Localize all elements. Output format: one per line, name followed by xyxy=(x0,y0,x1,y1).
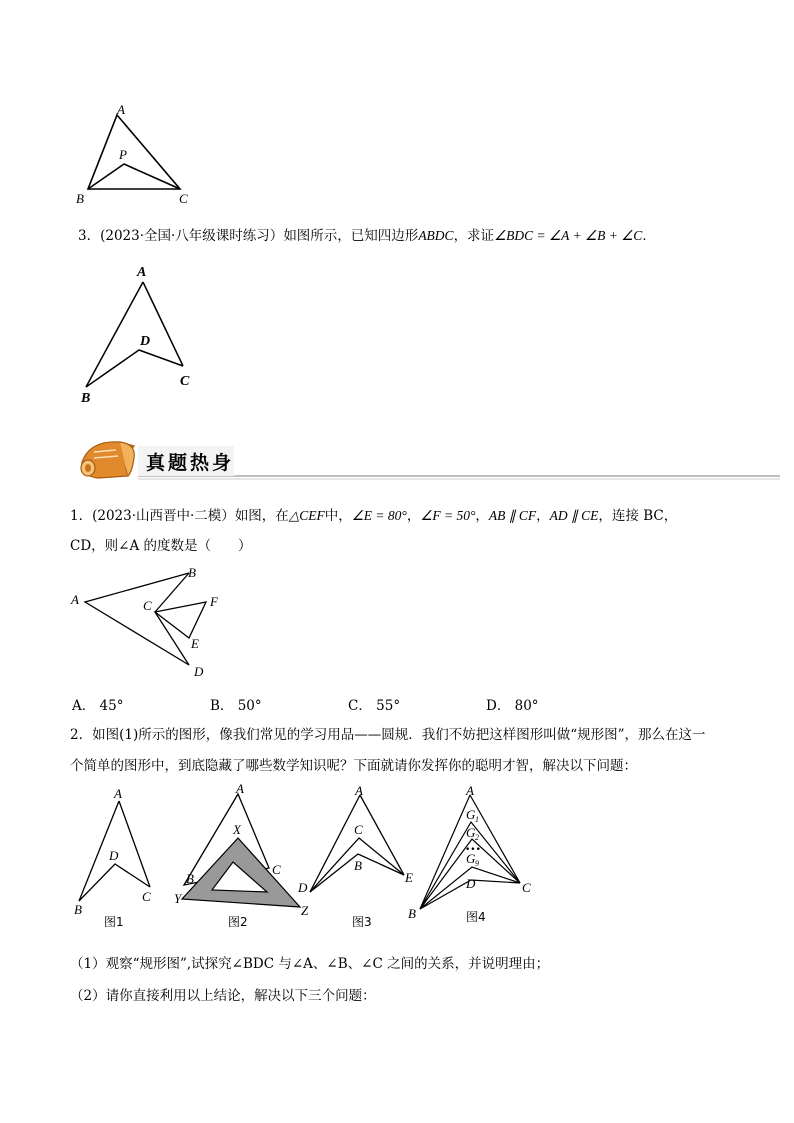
p1-line1-b: 中， xyxy=(324,508,352,524)
option-c[interactable] xyxy=(348,694,400,714)
label-C: C xyxy=(143,598,152,613)
fig4-label-G2: G xyxy=(466,825,476,840)
fig3-label-E: E xyxy=(405,870,413,885)
option-b-value: 50° xyxy=(237,698,262,714)
label-A: A xyxy=(71,592,79,607)
fig1-label-C: C xyxy=(142,889,151,904)
segment-ab xyxy=(86,282,143,387)
fig4-label-G9-sub: 9 xyxy=(475,859,479,868)
fig2-label-C: C xyxy=(272,862,281,877)
segments-bc-cd xyxy=(155,573,189,665)
fig4-label-G2-sub: 2 xyxy=(475,833,479,842)
fig3-label-A: A xyxy=(355,783,363,798)
p1-parallel-2: AD ∥ CE xyxy=(549,508,599,523)
label-D: D xyxy=(194,664,204,679)
label-B: B xyxy=(81,391,91,406)
fig4-label-G1: G xyxy=(466,807,476,822)
triangle-abc xyxy=(88,115,180,189)
section-title: 真题热身 xyxy=(146,452,235,474)
figure-triangle-p xyxy=(70,100,200,210)
figures-row-svg xyxy=(70,782,570,932)
figure-triangle-p-svg xyxy=(70,100,200,210)
segments-bd-dc xyxy=(86,350,183,387)
option-b[interactable] xyxy=(210,694,262,714)
fig2-label-X: X xyxy=(233,822,241,837)
label-C: C xyxy=(180,374,190,389)
fig4-caption: 图4 xyxy=(466,910,486,924)
p2-sub-question-2: （2）请你直接利用以上结论，解决以下三个问题： xyxy=(70,988,376,1004)
label-A: A xyxy=(117,102,125,117)
label-C: C xyxy=(179,191,188,206)
problem-1-line2: CD，则∠A 的度数是（ ） xyxy=(70,538,252,554)
question-3 xyxy=(78,226,656,246)
fig3-label-B: B xyxy=(354,858,362,873)
q3-number: 3． xyxy=(78,228,101,244)
fig2-caption: 图2 xyxy=(228,915,248,929)
fig4-label-D: D xyxy=(466,876,476,891)
segments-bp-pc xyxy=(88,164,180,189)
figure-2 xyxy=(174,781,309,929)
option-d-value: 80° xyxy=(514,698,539,714)
label-B: B xyxy=(188,565,196,580)
label-F: F xyxy=(210,594,218,609)
fig2-label-B: B xyxy=(186,871,194,886)
figure-4 xyxy=(408,783,531,924)
fig4-dots: ••• xyxy=(465,845,481,855)
fig4-label-G1-sub: 1 xyxy=(475,815,479,824)
p1-angle-e: ∠E = 80° xyxy=(351,508,407,523)
q3-quad: ABDC xyxy=(418,228,454,243)
q3-formula: ∠BDC = ∠A + ∠B + ∠C xyxy=(494,228,643,243)
p1-sep2: ， xyxy=(475,508,489,524)
fig4-label-G9: G xyxy=(466,851,476,866)
p2-number: 2． xyxy=(70,727,93,743)
option-a-value: 45° xyxy=(99,698,124,714)
p2-sub-question-1: （1）观察“规形图”,试探究∠BDC 与∠A、∠B、∠C 之间的关系，并说明理由； xyxy=(70,956,550,972)
fig4-label-B: B xyxy=(408,906,416,921)
p1-parallel-1: AB ∥ CF xyxy=(488,508,537,523)
fig2-label-Z: Z xyxy=(301,903,309,918)
figure-q3 xyxy=(76,260,216,410)
p2-line1: 如图(1)所示的图形，像我们常见的学习用品——圆规．我们不妨把这样图形叫做“规形图”，那么在这一 xyxy=(92,727,706,743)
label-B: B xyxy=(76,191,84,206)
option-d-letter: D． xyxy=(486,698,511,714)
label-P: P xyxy=(119,147,127,162)
section-banner xyxy=(76,432,780,484)
p1-line1-c: ，连接 BC， xyxy=(598,508,678,524)
fig3-label-C: C xyxy=(354,822,363,837)
scroll-icon xyxy=(81,442,134,478)
fig2-label-Y: Y xyxy=(174,891,182,906)
p1-sep3: ， xyxy=(536,508,550,524)
q3-source: (2023·全国·八年级课时练习） xyxy=(100,228,284,244)
label-E: E xyxy=(191,636,199,651)
option-a-letter: A． xyxy=(72,698,96,714)
problem-2-line2: 个简单的图形中，到底隐藏了哪些数学知识呢？下面就请你发挥你的聪明才智，解决以下问题： xyxy=(70,758,637,774)
fig1-label-A: A xyxy=(114,786,122,801)
problem-2-line1 xyxy=(70,725,706,745)
p1-number: 1． xyxy=(70,508,93,524)
triangle-cfe xyxy=(155,602,206,638)
option-c-value: 55° xyxy=(376,698,401,714)
fig3-caption: 图3 xyxy=(352,915,372,929)
figure-q3-svg xyxy=(76,260,216,410)
option-c-letter: C． xyxy=(348,698,372,714)
option-b-letter: B． xyxy=(210,698,234,714)
label-D: D xyxy=(140,334,151,349)
q3-end: ． xyxy=(642,228,656,244)
segments-ba-ad xyxy=(85,573,189,665)
problem-1-line1 xyxy=(70,506,677,526)
figure-p1-svg xyxy=(68,562,238,682)
fig1-caption: 图1 xyxy=(104,915,124,929)
p1-triangle: △CEF xyxy=(288,508,325,523)
figures-row xyxy=(70,782,570,932)
fig1-label-B: B xyxy=(74,902,82,917)
option-d[interactable] xyxy=(486,694,539,714)
fig3-label-D: D xyxy=(298,880,308,895)
p1-source: (2023·山西晋中·二模） xyxy=(92,508,235,524)
p1-line1-a: 如图，在 xyxy=(234,508,289,524)
q3-text-b: ，求证 xyxy=(453,228,495,244)
label-A: A xyxy=(137,265,147,280)
p1-angle-f: ∠F = 50° xyxy=(420,508,476,523)
p1-sep1: ， xyxy=(406,508,421,524)
option-a[interactable] xyxy=(72,694,123,714)
fig4-label-A: A xyxy=(466,783,474,798)
figure-p1 xyxy=(68,562,238,682)
figure-3 xyxy=(297,783,413,929)
figure-1 xyxy=(74,786,151,929)
fig1-label-D: D xyxy=(109,848,119,863)
fig2-label-A: A xyxy=(236,781,244,796)
q3-text-a: 如图所示，已知四边形 xyxy=(283,228,419,244)
fig4-label-C: C xyxy=(522,880,531,895)
